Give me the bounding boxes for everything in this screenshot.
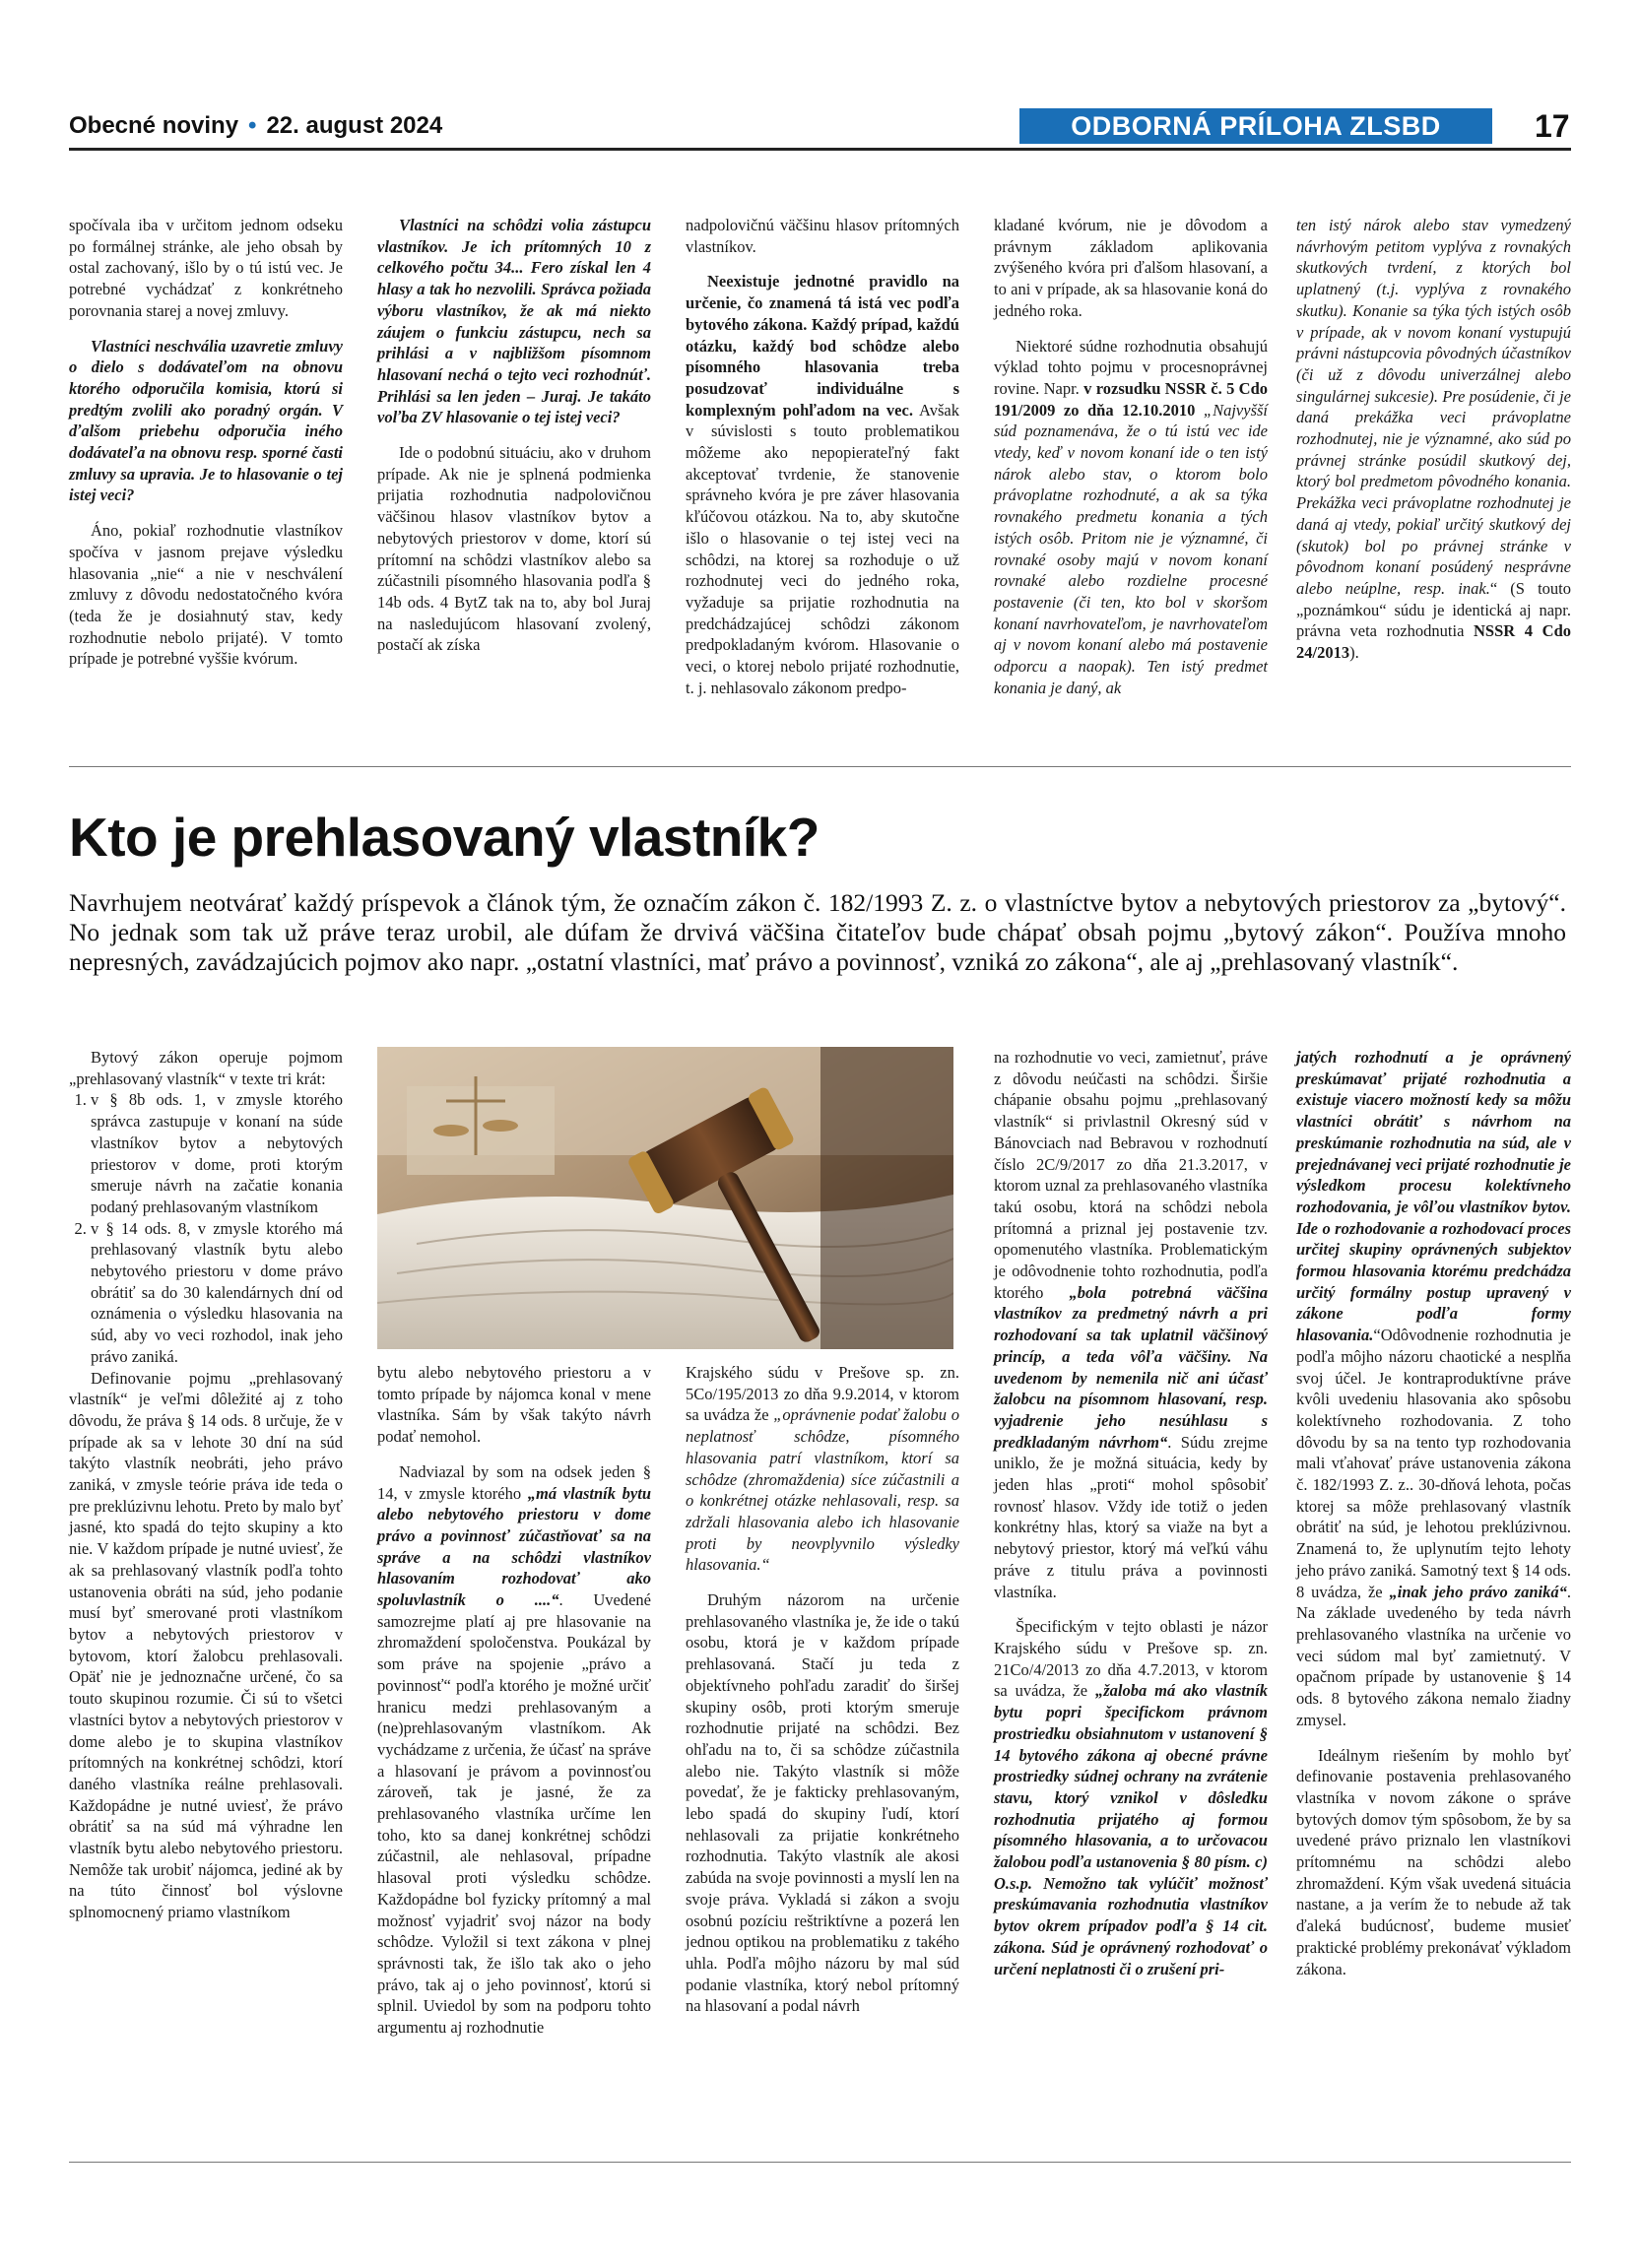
text: . Uvedené samozrejme platí aj pre hlasovanie na zhromaždení spoločenstva. Poukázal by som práve na spojenie „právo a povinnosť“ podľa ktorého je možné určiť hranicu medzi prehlasovaným a (ne)prehlasovaným vlastníkom. Ak vychádzame z určenia, že účasť na správe a hlasovaní je právom a povinnosťou zároveň, tak je jasné, že za prehlasovaného vlastníka určíme len toho, kto sa danej konkrétnej schôdzi zúčastnil, ale nehlasoval, prípadne hlasoval proti výsledku schôdze. Každopádne bol fyzicky prítomný a mal možnosť vyjadriť svoj názor na body schôdze. Vyložil si text zákona v plnej správnosti tak, že išlo tak ako o jeho právo, tak aj o jeho povinnosť, ktorú si splnil. Uviedol by som na podporu tohto argumentu aj rozhodnutie <box>377 1590 652 2038</box>
italic-quote: „inak jeho právo zaniká“ <box>1389 1582 1567 1601</box>
italic-quote: „oprávnenie podať žalobu o neplatnosť schôdze, písomného hlasovania patrí vlastníkom, ktorí sa schôdze (zhromaždenia) síce zúčastnili a o konkrétnej otázke nehlasovali, resp. sa zdržali hlasovania alebo ich hlasovanie proti by neovplyvnilo výsledky hlasovania.“ <box>686 1405 959 1575</box>
text: Avšak v súvislosti s touto problematikou môžeme ako nepopierateľný fakt akceptovať tvrdenie, že stanovenie správneho kvóra je pre záver hlasovania kľúčovou otázkou. Na to, aby skutočne išlo o hlasovanie o tej istej veci na schôdzi, na ktorej sa rozhoduje o už rozhodnutej veci do jedného roka, vyžaduje sa prijatie rozhodnutia na predchádzajúcej schôdzi zákonom predpokladaným kvórom. Hlasovanie o veci, o ktorej nebolo prijaté rozhodnutie, t. j. nehlasovalo zákonom predpo- <box>686 400 959 697</box>
paragraph <box>994 336 1268 699</box>
italic-quote: „žaloba má ako vlastník bytu popri špecifickom právnom prostriedku obsiahnutom v ustanovení § 14 bytového zákona aj obecné právne prostriedky súdnej ochrany na zvrátenie stavu, ktorý vznikol v dôsledku rozhodnutia prijatého aj formou písomného hlasovania, a to určovacou žalobou podľa ustanovenia § 80 písm. c) O.s.p. Nemožno tak vylúčiť možnosť preskúmavania rozhodnutia vlastníkov bytov okrem prípadov podľa § 14 cit. zákona. Súd je oprávnený rozhodovať o určení neplatnosti či o zrušení pri- <box>994 1681 1268 1978</box>
section-banner: ODBORNÁ PRÍLOHA ZLSBD <box>1019 108 1492 144</box>
paragraph <box>994 1616 1268 1979</box>
page-header <box>69 108 1571 146</box>
paragraph: Bytový zákon operuje pojmom „prehlasovaný vlastník“ v texte tri krát: <box>69 1048 343 1088</box>
text: “ (S touto „poznámkou“ súdu je identická aj napr. právna veta rozhodnutia <box>1296 578 1571 641</box>
paragraph: kladané kvórum, nie je dôvodom a právnym základom aplikovania zvýšeného kvóra pri ďalšom hlasovaní, a to ani v prípade, ak sa hlasovanie koná do jedného roka. <box>994 216 1268 320</box>
paragraph <box>686 271 959 698</box>
bold-text: NSSR 4 Cdo 24/2013 <box>1296 621 1572 663</box>
numbered-list <box>69 1089 343 1367</box>
list-item: 1. v § 8b ods. 1, v zmysle ktorého správca zastupuje v konaní na súde vlastníkov bytov a nebytových priestorov v dome, proti ktorým smeruje návrh na začatie konania podaný prehlasovaným vlastníkom <box>91 1089 343 1217</box>
bold-text: Neexistuje jednotné pravidlo na určenie, čo znamená tá istá vec podľa bytového zákona. Každý prípad, každú otázku, každý bod schôdze alebo písomného hlasovania treba posudzovať individuálne s komplexným pohľadom na vec. <box>686 272 959 420</box>
text: . Súdu zrejme uniklo, že je možná situácia, kedy by jeden hlas „proti“ mohol spôsobiť rovnosť hlasov. Vždy ide totiž o jeden konkrétny hlas, ktorý sa viaže na byt a nebytový priestor, ktorý má veľkú váhu práve z titulu práva a povinnosti vlastníka. <box>994 1432 1268 1601</box>
paragraph: Druhým názorom na určenie prehlasovaného vlastníka je, že ide o takú osobu, ktorá je v každom prípade prehlasovaná. Stačí ju teda z objektívneho pohľadu zaradiť do širšej skupiny osôb, proti ktorým smeruje rozhodnutie prijaté na schôdzi. Bez ohľadu na to, či sa schôdze zúčastnila alebo nie. Takýto vlastník si môže povedať, že je fakticky prehlasovaným, lebo spadá do skupiny ľudí, ktorí nehlasovali za prijatie konkrétneho rozhodnutia. Takýto vlastník ale akosi zabúda na svoje povinnosti a myslí len na svoje práva. Vykladá si zákon a svoju osobnú pozíciu reštriktívne a pozerá len jednou optikou na problematiku z takého uhla. Podľa môjho názoru by mal súd podanie vlastníka, ktorý nebol prítomný na hlasovaní a podal návrh <box>686 1590 959 2016</box>
top-column-1 <box>69 215 343 683</box>
article-column-5 <box>1296 1047 1571 1993</box>
newspaper-name: Obecné noviny <box>69 112 239 139</box>
paragraph: nadpolovičnú väčšinu hlasov prítomných vlastníkov. <box>686 216 959 256</box>
paragraph: bytu alebo nebytového priestoru a v tomto prípade by nájomca konal v mene vlastníka. Sám by však takýto návrh podať nemohol. <box>377 1363 651 1447</box>
article-column-3 <box>686 1362 959 2031</box>
bottom-rule <box>69 2162 1571 2163</box>
paragraph <box>377 1461 651 2039</box>
paragraph: spočívala iba v určitom jednom odseku po formálnej stránke, ale jeho obsah by ostal zachovaný, išlo by o tú istú vec. Je potrebné vychádzať z konkrétneho porovnania starej a novej zmluvy. <box>69 216 343 320</box>
paragraph: Definovanie pojmu „prehlasovaný vlastník“ je veľmi dôležité aj z toho dôvodu, že práva § 14 ods. 8 určuje, že v prípade ak sa v lehote 30 dní na súd takýto vlastník neobráti, jeho právo zaniká, v zmysle teórie práva ide teda o pre preklúzivnu lehotu. Preto by malo byť jasné, kto spadá do tejto skupiny a kto nie. V každom prípade je nutné uviesť, že ak sa prehlasovaný vlastník podľa tohto ustanovenia obráti na súd, jeho podanie musí byť smerované proti vlastníkom bytov a nebytových priestorov v bytovom, ktorí žalobcu prehlasovali. Opäť nie je jednoznačne určené, čo sa touto skupinou rozumie. Či sú to všetci vlastníci bytov a nebytových priestorov v dome alebo je to skupina vlastníkov prítomných na konkrétnej schôdzi, ktorí daného vlastníka reálne prehlasovali. Každopádne je nutné uviesť, že právo obrátiť sa na súd má výhradne len vlastník bytu alebo nebytového priestoru. Nemôže tak urobiť nájomca, jediné ak by na túto činnosť bol výslovne splnomocnený priamo vlastníkom <box>69 1368 343 1922</box>
text: Nadviazal by som na odsek jeden § 14, v zmysle ktorého <box>377 1461 651 1503</box>
text: ). <box>1349 643 1359 663</box>
paragraph <box>1296 215 1571 664</box>
top-column-2 <box>377 215 651 670</box>
italic-quote: jatých rozhodnutí a je oprávnený preskúmavať prijaté rozhodnutia a existuje viacero možností kedy sa môžu vlastníci obrátiť s návrhom na preskúmanie rozhodnutia na súd, ale v prejednávanej veci prijaté rozhodnutie je výsledkom procesu kolektívneho rozhodovania, je vôľou vlastníkov bytov. Ide o rozhodovanie a rozhodovací proces určitej skupiny oprávnených subjektov formou hlasovania ktorému predchádza určitý formálny postup upravený v zákone podľa formy hlasovania. <box>1296 1048 1571 1345</box>
bold-text: v rozsudku NSSR č. 5 Cdo 191/2009 zo dňa 12.10.2010 <box>994 378 1268 420</box>
top-column-4 <box>994 215 1268 712</box>
top-column-5 <box>1296 215 1571 678</box>
paragraph: Ideálnym riešením by mohlo byť definovanie postavenia prehlasovaného vlastníka v novom zákone o správe bytových domov tým spôsobom, že by sa uvedené právo priznalo len vlastníkovi prítomnému na schôdzi alebo zhromaždení. Kým však uvedená situácia nastane, a ja verím že to nebude až tak ďaleká budúcnosť, budeme musieť praktické problémy prekonávať výkladom zákona. <box>1296 1745 1571 1978</box>
text: Krajského súdu v Prešove sp. zn. 5Co/195/2013 zo dňa 9.9.2014, v ktorom sa uvádza že <box>686 1363 959 1425</box>
text: Špecifickým v tejto oblasti je názor Krajského súdu v Prešove sp. zn. 21Co/4/2013 zo dňa 4.7.2013, v ktorom sa uvádza, že <box>994 1617 1268 1701</box>
article-column-4 <box>994 1047 1268 1993</box>
paragraph: Áno, pokiaľ rozhodnutie vlastníkov spočíva v jasnom prejave výsledku hlasovania „nie“ a nie v neschválení zmluvy z dôvodu nedostatočného kvóra (teda že je dosiahnutý stav, kedy rozhodnutie nebolo prijaté). V tomto prípade je potrebné vyššie kvórum. <box>69 521 343 669</box>
paragraph <box>686 1362 959 1576</box>
text: “Odôvodnenie rozhodnutia je podľa môjho názoru chaotické a nesplňa svoj účel. Je kontraproduktívne práve kvôli uvedeniu hlasovania ako spôsobu kolektívneho rozhodovania. Z toho dôvodu by sa na tento typ rozhodovania mali vťahovať práve ustanovenia zákona č. 182/1993 Z. z.. 30-dňová lehota, počas ktorej sa môže prehlasovaný vlastník obrátiť na súd, je lehotou preklúzivnou. Znamená to, že uplynutím tejto lehoty jeho právo zaniká. Samotný text § 14 ods. 8 uvádza, že <box>1296 1326 1571 1601</box>
judge-gavel-icon <box>377 1047 953 1349</box>
text: Niektoré súdne rozhodnutia obsahujú výklad tohto pojmu v procesnoprávnej rovine. Napr. <box>994 336 1268 398</box>
italic-quote: ten istý nárok alebo stav vymedzený návrhovým petitom vyplýva z rovnakých skutkových tvrdení, z ktorých bol uplatnený (t.j. vyplýva z rovnakého skutku). Konanie sa týka tých istých osôb v prípade, ak v novom konaní vystupujú právni nástupcovia pôvodných účastníkov (či už z dôvodu univerzálnej alebo singulárnej sukcesie). Pre posúdenie, či je daná prekážka veci právoplatne rozhodnutej, nie je významné, ako súd po právnej stránke posúdil skutkový dej, ktorý bol predmetom pôvodného konania. Prekážka veci právoplatne rozhodnutej je daná aj vtedy, pokiaľ určitý skutkový dej (skutok) bol po právnej stránke v pôvodnom konaní posúdený nesprávne alebo neúplne, resp. inak. <box>1296 216 1571 598</box>
article-column-1 <box>69 1047 343 1937</box>
issue-date: 22. august 2024 <box>266 112 443 139</box>
masthead <box>69 112 442 140</box>
paragraph: Ide o podobnú situáciu, ako v druhom prípade. Ak nie je splnená podmienka prijatia rozhodnutia nadpolovičnou väčšinou hlasov vlastníkov bytov a nebytových priestorov v dome, ktorí sú prítomní na schôdzi vlastníkov alebo sa zúčastnili písomného hlasovania podľa § 14b ods. 4 BytZ tak na to, aby bol Juraj na nasledujúcom hlasovaní zvolený, postačí ak získa <box>377 443 651 655</box>
italic-quote: „Najvyšší súd poznamenáva, že o tú istú vec ide vtedy, keď v novom konaní ide o ten istý nárok alebo stav, o ktorom bolo právoplatne rozhodnuté, a ak sa týka rovnakého predmetu konania a tých istých osôb. Pritom nie je významné, či rovnaké osoby majú v novom konaní rovnaké alebo rozdielne procesné postavenie (či ten, kto bol v skoršom konaní navrhovateľom, je navrhovateľom aj v novom konaní alebo má postavenie odporcu a naopak). Ten istý predmet konania je daný, ak <box>994 400 1268 697</box>
article-title: Kto je prehlasovaný vlastník? <box>69 807 820 868</box>
italic-quote: „má vlastník bytu alebo nebytového priestoru v dome právo a povinnosť zúčastňovať sa na správe a na schôdzi vlastníkov hlasovaním rozhodovať ako spoluvlastník o ....“ <box>377 1483 652 1610</box>
list-item: 2. v § 14 ods. 8, v zmysle ktorého má prehlasovaný vlastník bytu alebo nebytového priestoru v dome právo obrátiť sa do 30 kalendárnych dní od oznámenia o výsledku hlasovania na súd, aby vo veci rozhodol, inak jeho právo zaniká. <box>91 1218 343 1368</box>
article-column-2 <box>377 1362 651 2052</box>
question-paragraph: Vlastníci neschvália uzavretie zmluvy o dielo s dodávateľom na obnovu ktorého odporučila komisia, ktorú si predtým zvolili ako poradný orgán. V ďalšom priebehu odporučia iného dodávateľa na obnovu resp. sporné časti zmluvy sa upravia. Je to hlasovanie o tej istej veci? <box>69 336 343 505</box>
top-column-3 <box>686 215 959 712</box>
page-number: 17 <box>1535 108 1570 144</box>
header-rule <box>69 148 1571 151</box>
paragraph <box>1296 1047 1571 1731</box>
paragraph <box>994 1047 1268 1602</box>
text: na rozhodnutie vo veci, zamietnuť, práve z dôvodu neúčasti na schôdzi. Širšie chápanie obsahu pojmu „prehlasovaný vlastník“ si privlastnil Okresný súd v Bánovciach nad Bebravou v rozhodnutí číslo 2C/9/2017 zo dňa 21.3.2017, v ktorom uznal za prehlasovaného vlastníka takú osobu, ktorá na schôdzi nebola prítomná a priznal jej postavenie tzv. opomenutého vlastníka. Problematickým je odôvodnenie tohto rozhodnutia, podľa ktorého <box>994 1048 1268 1302</box>
section-divider <box>69 766 1571 767</box>
article-lead: Navrhujem neotvárať každý príspevok a článok tým, že označím zákon č. 182/1993 Z. z. o vlastníctve bytov a nebytových priestorov za „bytový“. No jednak som tak už práve teraz urobil, ale dúfam že drvivá väčšina čitateľov bude chápať obsah pojmu „bytový zákon“. Používa mnoho nepresných, zavádzajúcich pojmov ako napr. „ostatní vlastníci, mať právo a povinnosť, vzniká zo zákona“, ale aj „prehlasovaný vlastník“. <box>69 888 1566 976</box>
bullet-icon: • <box>248 112 257 139</box>
text: . Na základe uvedeného by teda návrh prehlasovaného vlastníka na určenie vo veci súdom mal byť zamietnutý. V opačnom prípade by ustanovenie § 14 ods. 8 bytového zákona nemalo žiadny zmysel. <box>1296 1582 1571 1729</box>
question-paragraph: Vlastníci na schôdzi volia zástupcu vlastníkov. Je ich prítomných 10 z celkového počtu 34... Fero získal len 4 hlasy a tak ho nezvolili. Správca požiada výboru vlastníkov, že ak má niekto záujem o funkciu zástupcu, nech sa prihlási a v najbližšom písomnom hlasovaní nechá o tejto veci rozhodnúť. Prihlási sa len jeden – Juraj. Je takáto voľba ZV hlasovanie o tej istej veci? <box>377 216 651 427</box>
italic-quote: „bola potrebná väčšina vlastníkov za predmetný návrh a pri rozhodovaní sa tak uplatnil väčšinový princíp, a teda vôľa väčšiny. Na uvedenom by nemenila nič ani účasť žalobcu na písomnom hlasovaní, resp. vyjadrenie jeho nesúhlasu s predkladaným návrhom“ <box>994 1282 1269 1452</box>
gavel-photo <box>377 1047 953 1349</box>
